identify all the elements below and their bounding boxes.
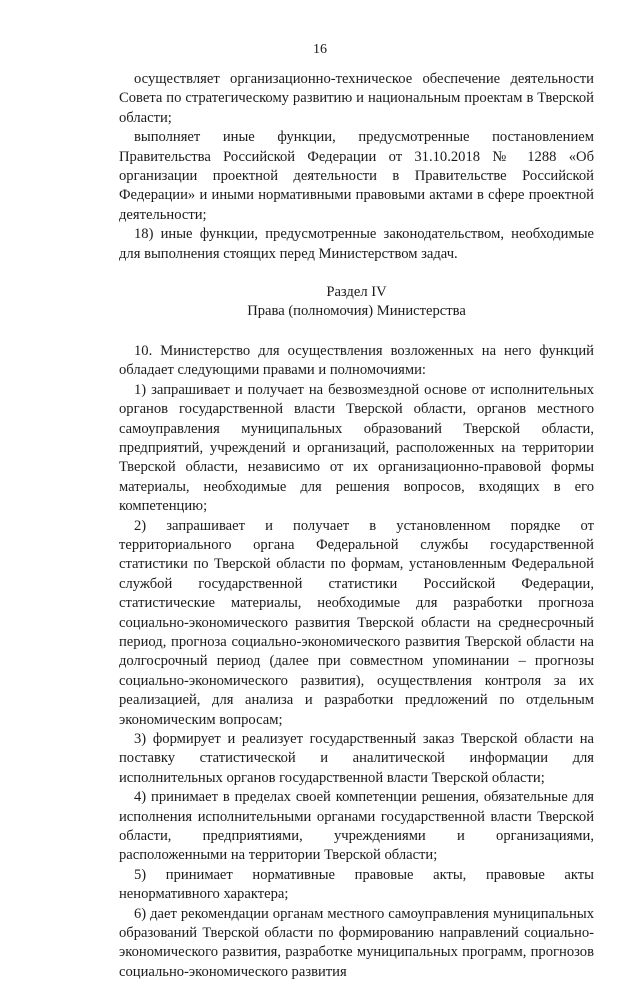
- section-title: Права (полномочия) Министерства: [247, 303, 466, 320]
- paragraph: выполняет иные функции, предусмотренные постановлением Правительства Российской Федерации от 31.10.2018 № 1288 «Об организации проектной деятельности в Правительстве Российской Федерации» и иными нормативными правовыми актами в сфере проектной деятельности;: [119, 129, 594, 223]
- spacer: [119, 264, 594, 283]
- paragraph: 18) иные функции, предусмотренные законодательством, необходимые для выполнения стоящих перед Министерством задач.: [119, 226, 594, 262]
- list-item: 6) дает рекомендации органам местного самоуправления муниципальных образований Тверской области по формированию направлений социально-экономического развития, разработке муниципальных программ, прогнозов социально-экономического развития: [119, 905, 594, 980]
- spacer: [119, 322, 594, 342]
- list-item: 5) принимает нормативные правовые акты, правовые акты ненормативного характера;: [119, 866, 594, 903]
- section-number: Раздел IV: [326, 284, 387, 301]
- paragraph: 10. Министерство для осуществления возложенных на него функций обладает следующими правами и полномочиями:: [119, 342, 594, 379]
- list-item: 1) запрашивает и получает на безвозмездной основе от исполнительных органов государственной власти Тверской области, органов местного самоуправления муниципальных образований Тверской области, предприятий, учреждений и организаций, расположенных на территории Тверской области, независимо от их организационно-правовой формы материалы, необходимые для решения вопросов, входящих в его компетенцию;: [119, 381, 594, 515]
- page-number: 16: [313, 42, 327, 57]
- list-item: 2) запрашивает и получает в установленном порядке от территориального органа Федеральной службы государственной статистики по Тверской области по формам, установленным Федеральной службой государственной статистики Российской Федерации, статистические материалы, необходимые для разработки прогноза социально-экономического развития Тверской области на среднесрочный период, прогноза социально-экономического развития Тверской области на долгосрочный период (далее при совместном упоминании – прогнозы социально-экономического развития), осуществления контроля за их реализацией, для анализа и разработки предложений по отдельным экономическим вопросам;: [119, 517, 594, 728]
- list-item: 4) принимает в пределах своей компетенции решения, обязательные для исполнения исполнительными органами государственной власти Тверской области, предприятиями, учреждениями и организациями, расположенными на территории Тверской области;: [119, 789, 594, 864]
- paragraph: осуществляет организационно-техническое обеспечение деятельности Совета по стратегическому развитию и национальным проектам в Тверской области;: [119, 71, 594, 126]
- document-body: [119, 70, 594, 982]
- list-item: 3) формирует и реализует государственный заказ Тверской области на поставку статистической и аналитической информации для исполнительных органов государственной власти Тверской области;: [119, 731, 594, 786]
